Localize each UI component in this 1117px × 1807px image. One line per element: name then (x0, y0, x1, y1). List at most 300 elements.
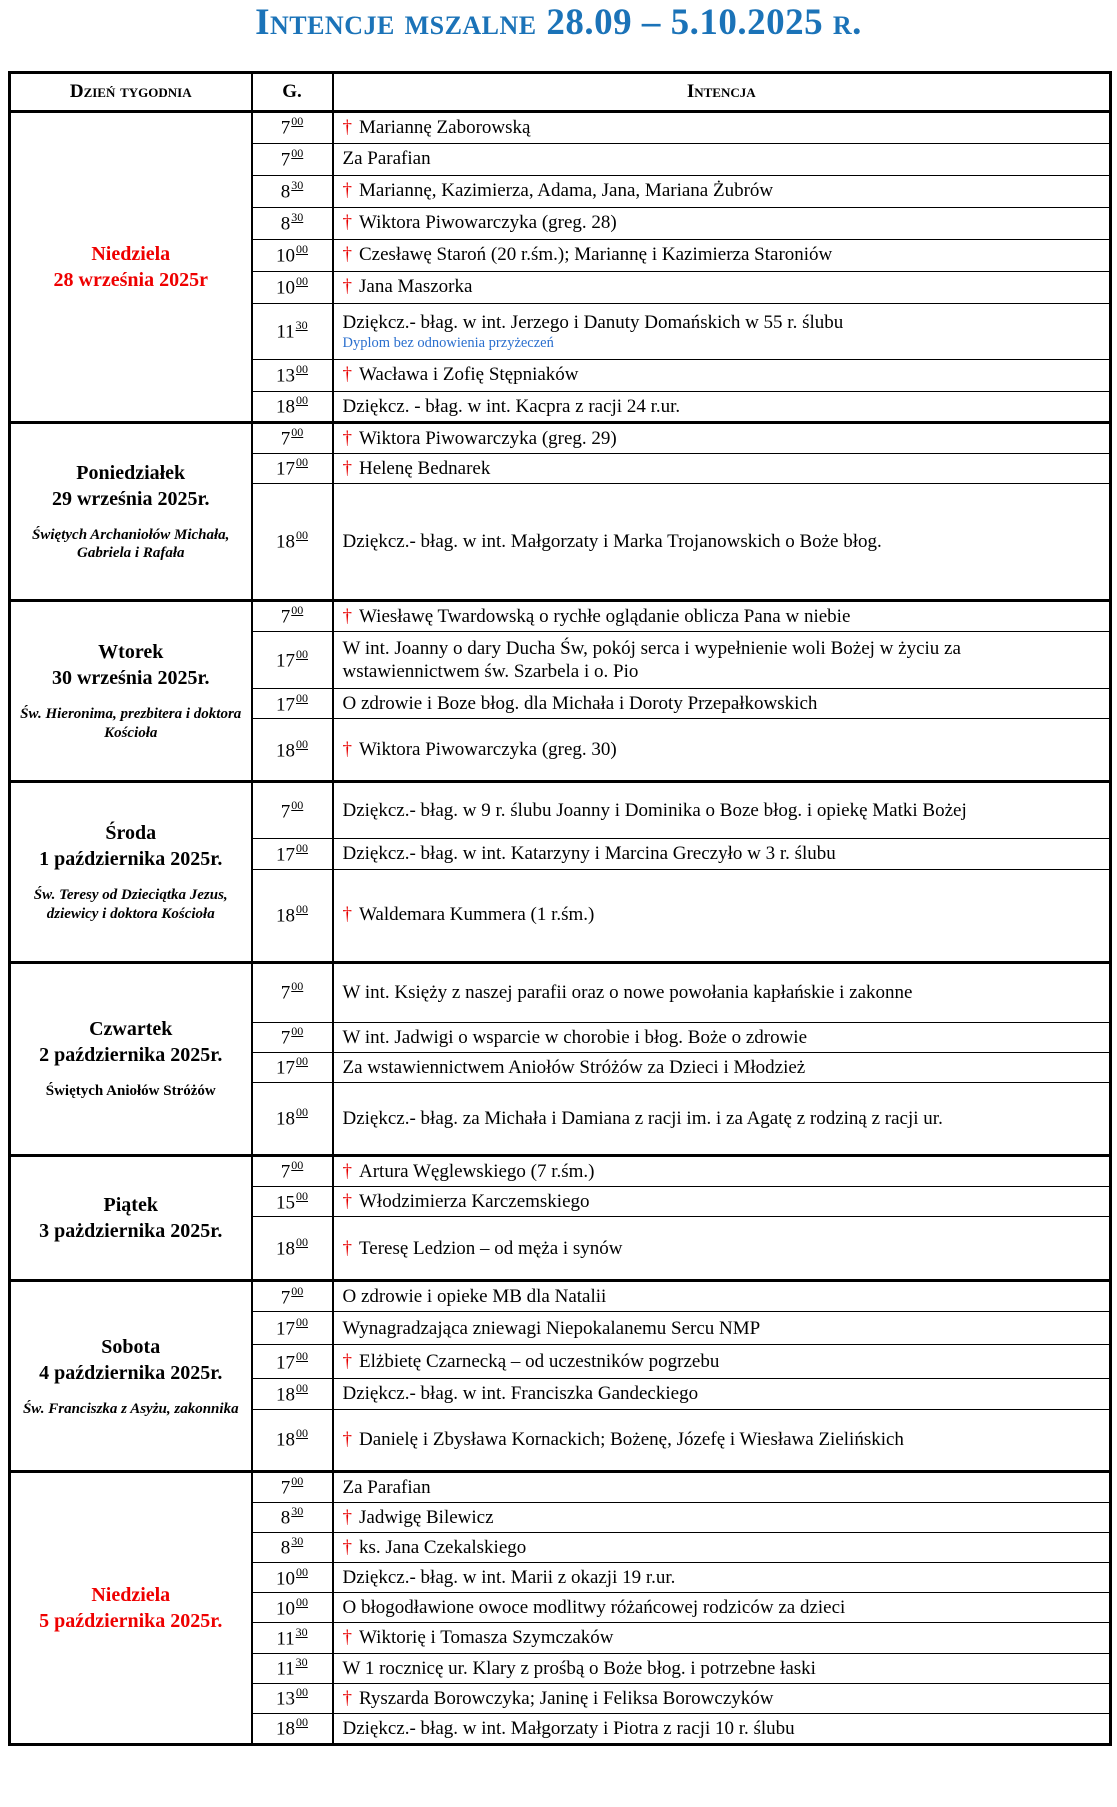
hour-value: 10 (276, 1598, 295, 1620)
intention-text: Wacława i Zofię Stępniaków (359, 364, 579, 386)
hour-value: 7 (280, 1161, 291, 1183)
col-header-intention: Intencja (333, 72, 1111, 111)
minute-value: 00 (296, 1188, 308, 1203)
intention-text-line (343, 1160, 1102, 1183)
day-date: 1 października 2025r. (39, 848, 223, 871)
minute-value: 30 (291, 1504, 304, 1519)
deceased-cross-icon: † (342, 606, 352, 628)
intention-text: Dziękcz.- błag. w int. Katarzyny i Marcina Greczyło w 3 r. ślubu (342, 843, 836, 865)
hour-value: 7 (280, 982, 291, 1004)
deceased-cross-icon: † (342, 244, 352, 266)
feast-label: Św. Hieronima, prezbitera i doktora Kościoła (20, 706, 242, 742)
intention-text-line (343, 363, 1102, 386)
minute-value: 00 (296, 1380, 308, 1395)
hour-value: 17 (276, 650, 295, 672)
hour-value: 18 (276, 396, 295, 418)
intention-text-line (343, 692, 1102, 715)
intention-text: O zdrowie i Boze błog. dla Michała i Doroty Przepałkowskich (342, 693, 818, 715)
hour-value: 17 (276, 458, 295, 480)
intention-text: Jana Maszorka (359, 276, 473, 298)
hour-value: 18 (276, 1108, 295, 1130)
intention-text-line (343, 1536, 1102, 1559)
mass-intention (333, 1082, 1111, 1155)
mass-hour (252, 1623, 333, 1653)
hour-value: 7 (280, 801, 291, 823)
mass-intention (333, 143, 1111, 175)
deceased-cross-icon: † (342, 427, 352, 449)
mass-intention (333, 1345, 1111, 1379)
minute-value: 00 (296, 1235, 308, 1250)
mass-intention (333, 359, 1111, 391)
mass-hour (252, 1593, 333, 1623)
hour-value: 7 (280, 1287, 291, 1309)
mass-intention (333, 391, 1111, 422)
intention-text: Ryszarda Borowczyka; Janinę i Feliksa Borowczyków (359, 1687, 774, 1709)
day-date: 30 września 2025r. (51, 667, 210, 690)
hour-value: 11 (276, 321, 295, 343)
day-name: Niedziela (91, 242, 171, 265)
mass-hour (252, 1187, 333, 1217)
mass-hour (252, 1379, 333, 1409)
feast-label: Św. Franciszka z Asyżu, zakonnika (22, 1400, 239, 1417)
mass-hour (252, 1713, 333, 1744)
col-header-day: Dzień tygodnia (10, 72, 252, 111)
mass-intention (333, 1623, 1111, 1653)
minute-value: 00 (296, 392, 308, 407)
day-cell-sun1 (10, 111, 252, 422)
mass-hour (252, 111, 333, 143)
deceased-cross-icon: † (342, 1351, 352, 1373)
intention-text: Wiesławę Twardowską o rychłe oglądanie oblicza Pana w niebie (359, 606, 851, 628)
mass-intention (333, 111, 1111, 143)
day-cell-sun2 (10, 1471, 252, 1745)
intention-text-line (343, 1056, 1102, 1079)
mass-hour (252, 1312, 333, 1345)
mass-intention (333, 1593, 1111, 1623)
intention-text: W int. Jadwigi o wsparcie w chorobie i błog. Boże o zdrowie (342, 1026, 808, 1048)
intention-text-line (343, 311, 1102, 334)
feast-label: Św. Teresy od Dzieciątka Jezus, dziewicy i doktora Kościoła (33, 887, 228, 922)
mass-hour (252, 1022, 333, 1052)
intention-text-line (343, 1596, 1102, 1619)
intention-text: Waldemara Kummera (1 r.śm.) (359, 904, 595, 926)
intention-text-line (343, 903, 1102, 926)
intention-text-line (343, 116, 1102, 139)
intention-text: W int. Księży z naszej parafii oraz o nowe powołania kapłańskie i zakonne (342, 981, 913, 1003)
intention-text-line (343, 457, 1102, 480)
mass-hour (252, 782, 333, 839)
day-cell-tue (10, 601, 252, 782)
deceased-cross-icon: † (342, 364, 352, 386)
minute-value: 00 (296, 1426, 308, 1441)
mass-intention (333, 1155, 1111, 1186)
mass-hour (252, 1281, 333, 1312)
day-name: Sobota (101, 1335, 161, 1358)
table-header-row (10, 72, 1111, 111)
minute-value: 30 (291, 1534, 304, 1549)
intention-text: Dziękcz.- błag. w int. Małgorzaty i Piotra z racji 10 r. ślubu (342, 1717, 795, 1739)
mass-intention (333, 689, 1111, 719)
minute-value: 30 (291, 177, 304, 192)
deceased-cross-icon: † (342, 1191, 352, 1213)
mass-intention (333, 719, 1111, 782)
mass-intention (333, 1312, 1111, 1345)
deceased-cross-icon: † (342, 1687, 352, 1709)
deceased-cross-icon: † (342, 276, 352, 298)
mass-hour (252, 271, 333, 303)
intention-text-line (343, 275, 1102, 298)
mass-intention (333, 962, 1111, 1022)
deceased-cross-icon: † (342, 904, 352, 926)
minute-value: 00 (296, 736, 308, 751)
hour-value: 7 (280, 1027, 291, 1049)
mass-hour (252, 359, 333, 391)
deceased-cross-icon: † (342, 1160, 352, 1182)
hour-value: 13 (276, 1688, 295, 1710)
hour-value: 11 (276, 1628, 295, 1650)
deceased-cross-icon: † (342, 739, 352, 761)
intention-text: Za Parafian (342, 1476, 431, 1498)
mass-hour (252, 962, 333, 1022)
minute-value: 00 (296, 361, 308, 376)
deceased-cross-icon: † (342, 1536, 352, 1558)
day-name: Wtorek (98, 641, 164, 664)
mass-intentions-table (8, 71, 1112, 1747)
intention-text-line (343, 395, 1102, 418)
feast-label: Świętych Archaniołów Michała, Gabriela i Rafała (32, 526, 230, 562)
mass-hour (252, 453, 333, 483)
hour-value: 7 (280, 606, 291, 628)
day-date: 3 pażdziernika 2025r. (39, 1220, 223, 1243)
mass-hour (252, 391, 333, 422)
hour-value: 18 (276, 1429, 295, 1451)
mass-intention (333, 839, 1111, 869)
minute-value: 00 (296, 241, 308, 256)
intention-text-line (343, 427, 1102, 450)
intention-text-line (343, 842, 1102, 865)
mass-hour (252, 1345, 333, 1379)
hour-value: 8 (280, 1537, 291, 1559)
day-name: Środa (105, 822, 157, 845)
intention-text: Za wstawiennictwem Aniołów Stróżów za Dzieci i Młodzież (342, 1056, 806, 1078)
minute-value: 00 (296, 1594, 308, 1609)
intention-text: ks. Jana Czekalskiego (359, 1536, 527, 1558)
mass-intention (333, 869, 1111, 962)
day-cell-sat (10, 1281, 252, 1471)
intention-text: Elżbietę Czarnecką – od uczestników pogrzebu (359, 1351, 720, 1373)
deceased-cross-icon: † (342, 1429, 352, 1451)
hour-value: 13 (276, 365, 295, 387)
deceased-cross-icon: † (342, 1627, 352, 1649)
minute-value: 00 (291, 145, 304, 160)
mass-hour (252, 601, 333, 632)
mass-hour (252, 422, 333, 453)
intention-text-line (343, 1026, 1102, 1049)
col-header-hour: G. (252, 72, 333, 111)
intention-text-line (343, 799, 1102, 822)
mass-intention (333, 1052, 1111, 1082)
minute-value: 00 (296, 690, 308, 705)
mass-intention (333, 1563, 1111, 1593)
intention-text-line (343, 1190, 1102, 1213)
mass-hour (252, 1502, 333, 1532)
intention-text: Dziękcz.- błag. w int. Małgorzaty i Marka Trojanowskich o Boże błog. (342, 530, 882, 552)
hour-value: 18 (276, 1238, 295, 1260)
minute-value: 00 (291, 1024, 304, 1038)
intention-text-line (343, 1566, 1102, 1589)
intention-text-line (343, 1717, 1102, 1740)
mass-hour (252, 1409, 333, 1471)
intention-text: Wiktorię i Tomasza Szymczaków (359, 1627, 614, 1649)
mass-hour (252, 303, 333, 359)
hour-value: 10 (276, 1567, 295, 1589)
hour-value: 10 (276, 277, 295, 299)
intention-text: Dziękcz.- błag. w int. Marii z okazji 19 r.ur. (342, 1567, 676, 1589)
hour-value: 18 (276, 740, 295, 762)
intention-text-line (343, 1476, 1102, 1499)
mass-intention (333, 1532, 1111, 1562)
mass-row-fri-0 (10, 1155, 1111, 1186)
minute-value: 00 (291, 425, 304, 440)
mass-intention (333, 1217, 1111, 1281)
mass-hour (252, 839, 333, 869)
intention-text-line (343, 981, 1102, 1004)
intention-text-line (343, 179, 1102, 202)
day-name: Niedziela (91, 1583, 171, 1606)
intention-text: Dziękcz.- błag. za Michała i Damiana z racji im. i za Agatę z rodziną z racji ur. (342, 1107, 943, 1129)
minute-value: 00 (296, 1315, 308, 1330)
mass-intention (333, 484, 1111, 601)
mass-hour (252, 239, 333, 271)
mass-intention (333, 1281, 1111, 1312)
intention-text-line (343, 605, 1102, 628)
intention-text-line (343, 1107, 1102, 1130)
day-name: Poniedziałek (76, 461, 186, 484)
hour-value: 17 (276, 1352, 295, 1374)
mass-intention (333, 207, 1111, 239)
minute-value: 00 (296, 840, 308, 855)
intention-text-line (343, 1285, 1102, 1308)
minute-value: 00 (296, 528, 308, 543)
day-cell-wed (10, 782, 252, 962)
mass-hour (252, 719, 333, 782)
intention-text-line (343, 1428, 1102, 1451)
mass-hour (252, 143, 333, 175)
day-date: 4 października 2025r. (39, 1361, 223, 1384)
mass-intention (333, 1471, 1111, 1502)
hour-value: 10 (276, 245, 295, 267)
intention-note: Dyplom bez odnowienia przyżeczeń (342, 334, 554, 351)
mass-hour (252, 484, 333, 601)
intention-text-line (343, 1350, 1102, 1373)
intention-text-line (343, 1687, 1102, 1710)
intention-text-line (343, 738, 1102, 761)
intention-text: Dziękcz.- błag. w int. Jerzego i Danuty Domańskich w 55 r. ślubu (342, 311, 844, 333)
intention-text: Wiktora Piwowarczyka (greg. 30) (359, 739, 617, 761)
mass-intention (333, 1022, 1111, 1052)
intention-text-line (343, 530, 1102, 553)
hour-value: 7 (280, 1477, 291, 1499)
day-cell-mon (10, 422, 252, 600)
mass-row-sun2-0 (10, 1471, 1111, 1502)
minute-value: 00 (296, 1685, 308, 1700)
mass-hour (252, 689, 333, 719)
day-date: 29 września 2025r. (51, 487, 210, 510)
minute-value: 30 (295, 1624, 308, 1639)
mass-intention (333, 632, 1111, 689)
minute-value: 00 (296, 1348, 308, 1363)
hour-value: 15 (276, 1191, 295, 1213)
minute-value: 30 (295, 317, 308, 332)
minute-value: 00 (296, 1105, 308, 1120)
mass-hour (252, 1653, 333, 1683)
hour-value: 18 (276, 1384, 295, 1406)
intention-text: W 1 rocznicę ur. Klary z prośbą o Boże błog. i potrzebne łaski (342, 1657, 816, 1679)
deceased-cross-icon: † (342, 1506, 352, 1528)
intention-text: Za Parafian (342, 148, 431, 170)
intention-text-line (343, 1382, 1102, 1405)
mass-intention (333, 1187, 1111, 1217)
intention-text: W int. Joanny o dary Ducha Św, pokój serca i wypełnienie woli Bożej w życiu za wstawiennictwem św. Szarbela i o. Pio (342, 638, 961, 683)
mass-row-thu-0 (10, 962, 1111, 1022)
mass-row-sat-0 (10, 1281, 1111, 1312)
mass-intention (333, 453, 1111, 483)
intention-text: Czesławę Staroń (20 r.śm.); Mariannę i Kazimierza Staroniów (359, 244, 833, 266)
hour-value: 8 (280, 213, 291, 235)
intention-text: Jadwigę Bilewicz (359, 1506, 494, 1528)
hour-value: 18 (276, 531, 295, 553)
mass-hour (252, 175, 333, 207)
mass-intention (333, 271, 1111, 303)
day-name: Czwartek (89, 1018, 173, 1041)
mass-intention (333, 1409, 1111, 1471)
intention-text: Dziękcz.- błag. w int. Franciszka Gandeckiego (342, 1383, 699, 1405)
minute-value: 00 (291, 603, 304, 618)
intention-text: Mariannę, Kazimierza, Adama, Jana, Mariana Żubrów (359, 180, 774, 202)
intention-text: Wynagradzająca zniewagi Niepokalanemu Sercu NMP (342, 1317, 761, 1339)
intention-text: O błogodławione owoce modlitwy różańcowej rodziców za dzieci (342, 1597, 846, 1619)
mass-intention (333, 175, 1111, 207)
hour-value: 18 (276, 1718, 295, 1740)
minute-value: 00 (291, 1158, 304, 1173)
hour-value: 8 (280, 1507, 291, 1529)
minute-value: 00 (291, 797, 304, 812)
intention-text-line (343, 211, 1102, 234)
minute-value: 00 (296, 273, 308, 288)
intention-text: Wiktora Piwowarczyka (greg. 29) (359, 427, 617, 449)
mass-hour (252, 1052, 333, 1082)
hour-value: 17 (276, 844, 295, 866)
day-cell-thu (10, 962, 252, 1155)
hour-value: 7 (280, 149, 291, 171)
hour-value: 8 (280, 181, 291, 203)
intention-text-line (343, 1626, 1102, 1649)
day-date: 28 września 2025r (53, 268, 208, 291)
mass-hour (252, 1155, 333, 1186)
intention-text: Helenę Bednarek (359, 457, 491, 479)
mass-hour (252, 1563, 333, 1593)
mass-intention (333, 601, 1111, 632)
hour-value: 11 (276, 1658, 295, 1680)
mass-intention (333, 1683, 1111, 1713)
deceased-cross-icon: † (342, 180, 352, 202)
mass-intention (333, 303, 1111, 359)
intention-text: Mariannę Zaborowską (359, 116, 531, 138)
intention-text-line (343, 1237, 1102, 1260)
mass-intention (333, 1713, 1111, 1744)
mass-hour (252, 1217, 333, 1281)
hour-value: 7 (280, 428, 291, 450)
mass-hour (252, 869, 333, 962)
intention-text-line (343, 1657, 1102, 1680)
intention-text: Włodzimierza Karczemskiego (359, 1191, 590, 1213)
intention-text-line (343, 147, 1102, 170)
intention-text: Teresę Ledzion – od męża i synów (359, 1237, 623, 1259)
page-title: Intencje mszalne 28.09 – 5.10.2025 r. (255, 2, 862, 43)
intention-text-line (343, 637, 1102, 683)
mass-row-mon-0 (10, 422, 1111, 453)
feast-label: Świętych Aniołów Stróżów (45, 1083, 216, 1100)
day-date: 2 października 2025r. (39, 1044, 223, 1067)
intentions-table-body (10, 111, 1111, 1745)
minute-value: 00 (291, 114, 304, 129)
day-name: Piątek (103, 1194, 158, 1217)
deceased-cross-icon: † (342, 1237, 352, 1259)
intention-text: Dziękcz. - błag. w int. Kacpra z racji 24 r.ur. (342, 395, 681, 417)
mass-intention (333, 782, 1111, 839)
minute-value: 00 (296, 1564, 308, 1579)
mass-row-sun1-0 (10, 111, 1111, 143)
intention-text: Wiktora Piwowarczyka (greg. 28) (359, 212, 617, 234)
hour-value: 18 (276, 905, 295, 927)
mass-hour (252, 1683, 333, 1713)
minute-value: 30 (291, 209, 304, 224)
hour-value: 17 (276, 1057, 295, 1079)
day-cell-fri (10, 1155, 252, 1280)
mass-hour (252, 207, 333, 239)
intention-text: Dziękcz.- błag. w 9 r. ślubu Joanny i Dominika o Boze błog. i opiekę Matki Bożej (342, 800, 967, 822)
mass-hour (252, 632, 333, 689)
minute-value: 00 (296, 647, 308, 662)
deceased-cross-icon: † (342, 116, 352, 138)
minute-value: 00 (296, 1715, 308, 1730)
minute-value: 00 (291, 979, 304, 994)
minute-value: 00 (296, 455, 308, 470)
mass-intention (333, 1502, 1111, 1532)
mass-intention (333, 422, 1111, 453)
hour-value: 17 (276, 693, 295, 715)
mass-hour (252, 1532, 333, 1562)
intention-text-line (343, 1506, 1102, 1529)
minute-value: 00 (291, 1474, 304, 1489)
mass-intention (333, 1653, 1111, 1683)
mass-row-wed-0 (10, 782, 1111, 839)
mass-intention (333, 1379, 1111, 1409)
mass-intention (333, 239, 1111, 271)
minute-value: 00 (296, 1054, 308, 1069)
hour-value: 17 (276, 1318, 295, 1340)
day-date: 5 października 2025r. (39, 1609, 223, 1632)
hour-value: 7 (280, 117, 291, 139)
minute-value: 00 (296, 901, 308, 916)
minute-value: 00 (291, 1283, 304, 1298)
intention-text: O zdrowie i opieke MB dla Natalii (342, 1286, 607, 1308)
intention-text-line (343, 243, 1102, 266)
mass-hour (252, 1082, 333, 1155)
mass-row-tue-0 (10, 601, 1111, 632)
intention-text: Artura Węglewskiego (7 r.śm.) (359, 1160, 595, 1182)
deceased-cross-icon: † (342, 212, 352, 234)
